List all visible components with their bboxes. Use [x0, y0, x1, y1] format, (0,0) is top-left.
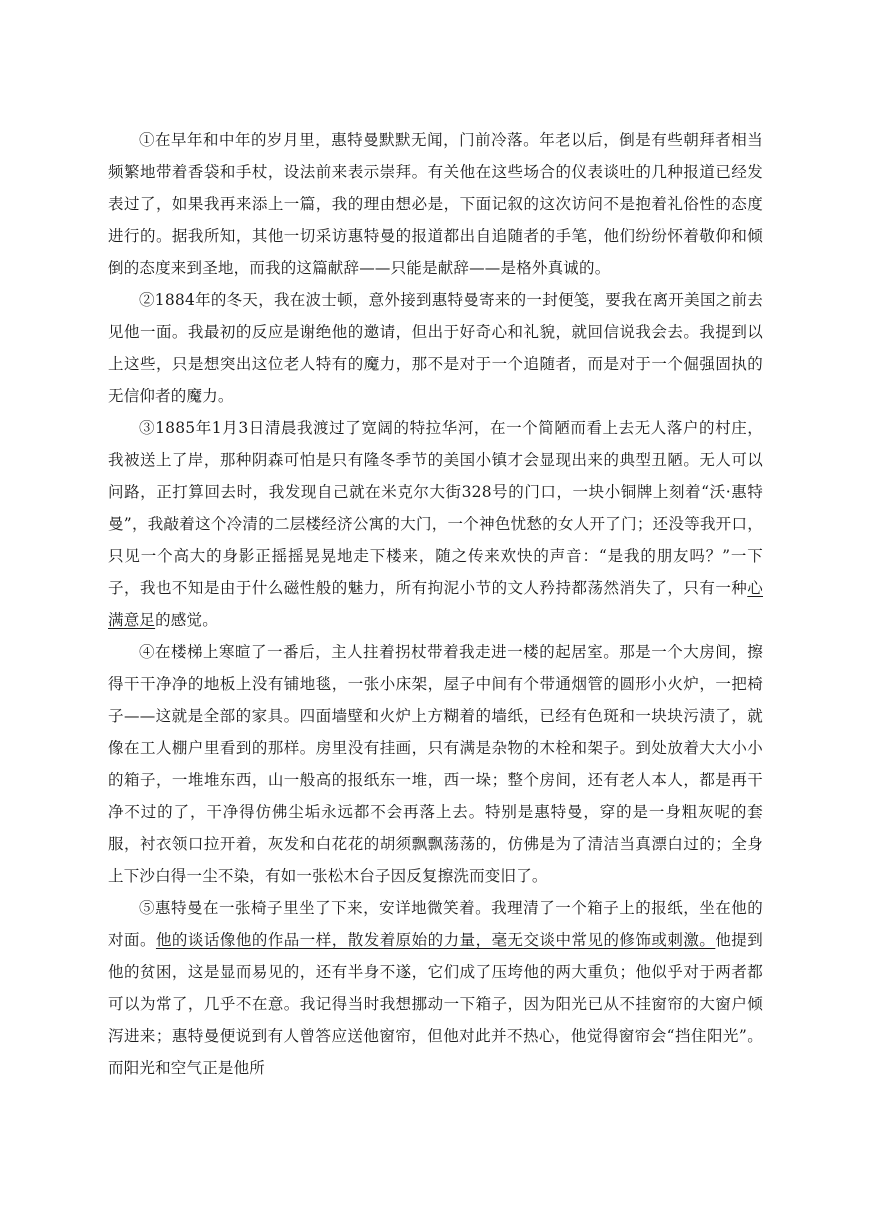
underlined-sentence: 他的谈话像他的作品一样，散发着原始的力量，毫无交谈中常见的修饰或刺激。 — [155, 931, 716, 949]
paragraph-text: ②1884年的冬天，我在波士顿，意外接到惠特曼寄来的一封便笺，要我在离开美国之前去见他一面。我最初的反应是谢绝他的邀请，但出于好奇心和礼貌，就回信说我会去。我提到以上这些，只是想突出这位老人特有的魔力，那不是对于一个追随者，而是对于一个倔强固执的无信仰者的魔力。 — [108, 291, 763, 405]
paragraph-text: ⑤惠特曼在一张椅子里坐了下来，安详地微笑着。我理清了一个箱子上的报纸，坐在他的对面。 — [108, 899, 763, 949]
document-page — [108, 124, 763, 1084]
underlined-phrase: 心满意足 — [108, 579, 763, 629]
paragraph-3 — [108, 412, 763, 636]
paragraph-text: ①在早年和中年的岁月里，惠特曼默默无闻，门前冷落。年老以后，倒是有些朝拜者相当频繁地带着香袋和手杖，设法前来表示崇拜。有关他在这些场合的仪表谈吐的几种报道已经发表过了，如果我再来添上一篇，我的理由想必是，下面记叙的这次访问不是抱着礼俗性的态度进行的。据我所知，其他一切采访惠特曼的报道都出自追随者的手笔，他们纷纷怀着敬仰和倾倒的态度来到圣地，而我的这篇献辞——只能是献辞——是格外真诚的。 — [108, 131, 763, 277]
paragraph-5 — [108, 892, 763, 1084]
paragraph-text: ④在楼梯上寒暄了一番后，主人拄着拐杖带着我走进一楼的起居室。那是一个大房间，擦得干干净净的地板上没有铺地毯，一张小床架，屋子中间有个带通烟管的圆形小火炉，一把椅子——这就是全部的家具。四面墙壁和火炉上方糊着的墙纸，已经有色斑和一块块污渍了，就像在工人棚户里看到的那样。房里没有挂画，只有满是杂物的木栓和架子。到处放着大大小小的箱子，一堆堆东西，山一般高的报纸东一堆，西一垛；整个房间，还有老人本人，都是再干净不过的了，干净得仿佛尘垢永远都不会再落上去。特别是惠特曼，穿的是一身粗灰呢的套服，衬衣领口拉开着，灰发和白花花的胡须飘飘荡荡的，仿佛是为了清洁当真漂白过的；全身上下沙白得一尘不染，有如一张松木台子因反复擦洗而变旧了。 — [108, 643, 763, 885]
paragraph-2 — [108, 284, 763, 412]
paragraph-text: ③1885年1月3日清晨我渡过了宽阔的特拉华河，在一个简陋而看上去无人落户的村庄，我被送上了岸，那种阴森可怕是只有隆冬季节的美国小镇才会显现出来的典型丑陋。无人可以问路，正打算回去时，我发现自己就在米克尔大街328号的门口，一块小铜牌上刻着“沃·惠特曼”，我敲着这个冷清的二层楼经济公寓的大门，一个神色忧愁的女人开了门；还没等我开口，只见一个高大的身影正摇摇晃晃地走下楼来，随之传来欢快的声音：“是我的朋友吗？”一下子，我也不知是由于什么磁性般的魅力，所有拘泥小节的文人矜持都荡然消失了，只有一种 — [108, 419, 763, 597]
paragraph-4 — [108, 636, 763, 892]
paragraph-1 — [108, 124, 763, 284]
paragraph-text: 他提到他的贫困，这是显而易见的，还有半身不遂，它们成了压垮他的两大重负；他似乎对于两者都可以为常了，几乎不在意。我记得当时我想挪动一下箱子，因为阳光已从不挂窗帘的大窗户倾泻进来；惠特曼便说到有人曾答应送他窗帘，但他对此并不热心，他觉得窗帘会“挡住阳光”。而阳光和空气正是他所 — [108, 931, 763, 1077]
paragraph-text: 的感觉。 — [155, 611, 218, 629]
